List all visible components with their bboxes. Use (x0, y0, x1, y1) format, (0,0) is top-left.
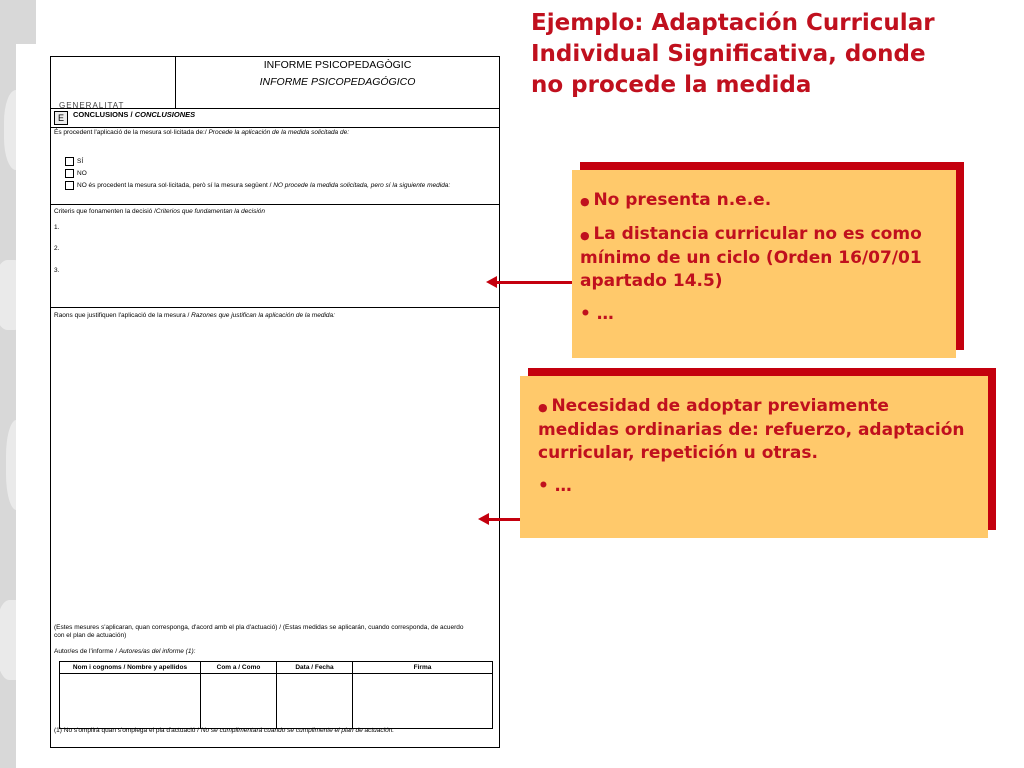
option-no (65, 169, 87, 178)
question-procede-es: Procede la aplicación de la medida solicitada de: (208, 129, 350, 136)
authors-label-es: Autores/as del informe (1): (118, 648, 196, 655)
callout1-item-3 (580, 303, 948, 326)
cell-name[interactable] (60, 674, 201, 729)
option-no-label: NO (77, 170, 87, 178)
authors-label-ca: Autor/es de l'informe / (54, 648, 118, 655)
authors-table-header (60, 662, 493, 674)
authors-label (54, 648, 195, 655)
apply-note-line2: con el plan de actuación) (54, 632, 127, 639)
criteria-label (54, 208, 265, 215)
left-white-bar (16, 44, 36, 768)
section-title (73, 110, 195, 119)
option-other-es: NO procede la medida solicitada, pero sí la siguiente medida: (273, 182, 451, 190)
checkbox-si[interactable] (65, 157, 74, 166)
arrow-left-icon (496, 281, 572, 284)
question-procede-ca: És procedent l'aplicació de la mesura sol·licitada de:/ (54, 129, 207, 136)
callout2-item-1 (538, 395, 974, 465)
informe-psicopedagogico-form (50, 56, 500, 748)
callout-box-2 (520, 376, 988, 538)
cell-date[interactable] (277, 674, 353, 729)
form-logo-cell (51, 57, 176, 109)
option-other (65, 181, 450, 190)
bullet-icon: ● (580, 229, 594, 242)
title-line-3: no procede la medida (531, 72, 812, 98)
option-other-ca: NO és procedent la mesura sol·licitada, però sí la mesura següent / (77, 182, 272, 190)
option-si (65, 157, 83, 166)
checkbox-other[interactable] (65, 181, 74, 190)
slide-title (531, 8, 1001, 101)
bullet-icon: ● (580, 195, 594, 208)
apply-note-line1: (Estes mesures s'aplicaran, quan corresponga, d'acord amb el pla d'actuació) / (Estas medidas se aplicarán, cuando corresponda, de acuerdo (54, 624, 464, 631)
divider (51, 307, 499, 308)
callout2-item-2-text: … (554, 476, 572, 496)
bullet-icon: ● (538, 401, 552, 414)
col-name: Nom i cognoms / Nombre y apellidos (60, 662, 201, 674)
question-procede (54, 129, 349, 136)
col-date: Data / Fecha (277, 662, 353, 674)
callout2-item-2 (538, 475, 974, 498)
bullet-icon: • (580, 304, 597, 324)
title-line-2: Individual Significativa, donde (531, 41, 926, 67)
bullet-icon: • (538, 476, 555, 496)
section-title-es: CONCLUSIONES (134, 110, 196, 119)
section-letter: E (54, 111, 68, 125)
callout-box-1 (572, 170, 956, 358)
section-title-ca: CONCLUSIONS / (73, 110, 133, 119)
checkbox-no[interactable] (65, 169, 74, 178)
title-line-1: Ejemplo: Adaptación Curricular (531, 10, 935, 36)
callout1-item-2-text: La distancia curricular no es como mínimo de un ciclo (Orden 16/07/01 apartado 14.5) (580, 224, 922, 291)
reasons-label-ca: Raons que justifiquen l'aplicació de la mesura / (54, 312, 190, 319)
criteria-3: 3. (54, 267, 60, 274)
cell-sign[interactable] (353, 674, 493, 729)
section-e-header (51, 109, 499, 128)
criteria-label-es: Criterios que fundamentan la decisión (155, 208, 266, 215)
form-title-ca: INFORME PSICOPEDAGÒGIC (263, 59, 412, 71)
callout2-item-1-text: Necesidad de adoptar previamente medidas ordinarias de: refuerzo, adaptación curricular, repetición u otras. (538, 396, 965, 463)
footnote-ca: (1) No s'omplirà quan s'omplega el pla d'actuació / (54, 727, 199, 734)
callout1-item-1-text: No presenta n.e.e. (593, 190, 772, 210)
col-sign: Firma (353, 662, 493, 674)
footnote-es: No se cumplimentará cuando se cumplimente el plan de actuación. (200, 727, 395, 734)
callout1-item-3-text: … (596, 304, 614, 324)
generalitat-label: GENERALITAT (59, 101, 125, 110)
option-si-label: SÍ (77, 158, 84, 166)
form-title-es: INFORME PSICOPEDAGÓGICO (259, 76, 416, 88)
callout1-item-1 (580, 189, 948, 213)
col-role: Com a / Como (201, 662, 277, 674)
callout1-item-2 (580, 223, 948, 293)
cell-role[interactable] (201, 674, 277, 729)
form-title-cell (176, 57, 499, 109)
criteria-1: 1. (54, 224, 60, 231)
criteria-2: 2. (54, 245, 60, 252)
reasons-label (54, 312, 335, 319)
authors-table (59, 661, 493, 729)
footnote (54, 727, 394, 734)
arrow-left-icon (488, 518, 520, 521)
divider (51, 204, 499, 205)
reasons-label-es: Razones que justifican la aplicación de la medida: (191, 312, 335, 319)
authors-table-row (60, 674, 493, 729)
criteria-label-ca: Criteris que fonamenten la decisió / (54, 208, 156, 215)
